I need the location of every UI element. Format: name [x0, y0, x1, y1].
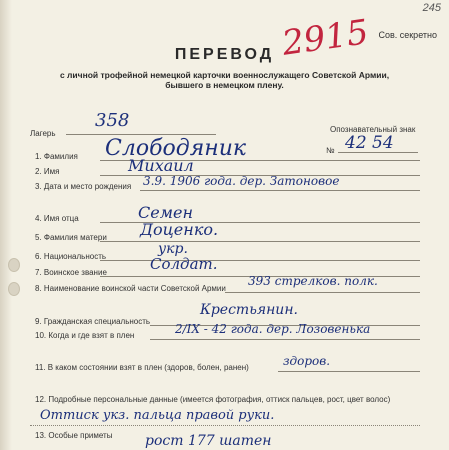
field-label: 1. Фамилия	[35, 152, 78, 161]
field-label: 5. Фамилия матери	[35, 233, 107, 242]
document-subtitle-line2: бывшего в немецком плену.	[165, 80, 284, 90]
field-label: 11. В каком состоянии взят в плен (здоров, болен, ранен)	[35, 363, 249, 372]
id-tag-label: Опознавательный знак	[330, 125, 416, 134]
field-label: 10. Когда и где взят в плен	[35, 331, 135, 340]
id-tag-value: 42 54	[345, 133, 394, 153]
field-value: Доценко.	[140, 220, 219, 239]
field-value: Семен	[138, 203, 193, 222]
document-title: ПЕРЕВОД	[174, 46, 275, 63]
document-subtitle-line1: с личной трофейной немецкой карточки военнослужащего Советской Армии,	[59, 70, 390, 80]
field-label: 8. Наименование воинской части Советской Армии	[35, 284, 226, 293]
field-value: Слободяник	[105, 136, 247, 161]
field-underline	[100, 241, 420, 242]
field-underline	[225, 292, 420, 293]
field-label: 9. Гражданская специальность	[35, 317, 151, 326]
field-underline	[100, 260, 420, 261]
field-value: Солдат.	[150, 255, 218, 273]
field-label: 3. Дата и место рождения	[35, 182, 132, 191]
field-value: Крестьянин.	[200, 302, 298, 318]
field-value: укр.	[158, 241, 188, 257]
field-underline	[150, 339, 420, 340]
field-label: 4. Имя отца	[35, 214, 79, 223]
field-label: 13. Особые приметы	[35, 431, 113, 440]
field-underline	[278, 371, 420, 372]
punch-hole	[8, 258, 20, 272]
field-underline	[140, 190, 420, 191]
punch-hole	[8, 282, 20, 296]
field-label: 7. Воинское звание	[35, 268, 107, 277]
field-value: 3.9. 1906 года. дер. Затоновое	[143, 174, 340, 188]
classification-stamp: Сов. секретно	[378, 30, 437, 40]
camp-value: 358	[95, 110, 130, 131]
field-value: рост 177 шатен	[145, 433, 272, 449]
field-label: 2. Имя	[35, 167, 60, 176]
page-number: 245	[422, 2, 441, 14]
field-value: здоров.	[283, 354, 331, 368]
field-value: Михаил	[128, 156, 194, 175]
field-value: Оттиск укз. пальца правой руки.	[40, 408, 275, 423]
field-underline	[30, 425, 420, 426]
id-tag-underline	[338, 152, 418, 153]
red-handwritten-number: 2915	[279, 12, 371, 64]
camp-underline	[66, 134, 216, 135]
field-label: 12. Подробные персональные данные (имеется фотография, оттиск пальцев, рост, цвет волос)	[35, 395, 391, 404]
field-label: 6. Национальность	[35, 252, 107, 261]
field-value: 2/IX - 42 года. дер. Лозовенька	[175, 322, 371, 336]
page-edge-shadow	[0, 0, 12, 450]
id-tag-number-sign: №	[326, 146, 335, 155]
field-value: 393 стрелков. полк.	[248, 274, 378, 288]
camp-label: Лагерь	[30, 129, 56, 138]
